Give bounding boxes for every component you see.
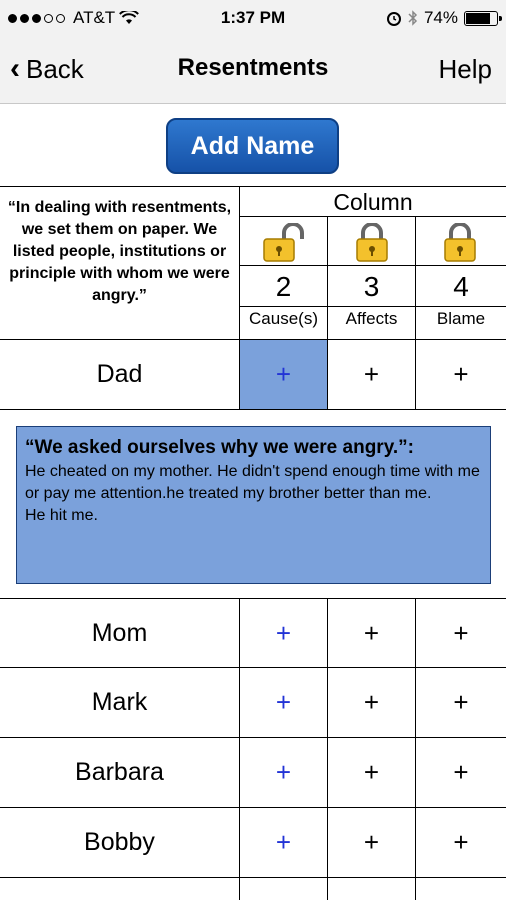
cause-plus-button[interactable]: + bbox=[240, 340, 328, 409]
unlocked-padlock-icon bbox=[262, 223, 306, 263]
table-row bbox=[0, 738, 506, 808]
table-row bbox=[0, 668, 506, 738]
column-4-header[interactable] bbox=[416, 217, 506, 340]
bluetooth-icon bbox=[408, 10, 418, 26]
cause-plus-button[interactable]: + bbox=[240, 738, 328, 807]
column-number: 3 bbox=[328, 265, 415, 307]
affects-plus-button[interactable]: + bbox=[328, 668, 416, 737]
cause-plus-button[interactable]: + bbox=[240, 668, 328, 737]
answer-line: He cheated on my mother. He didn't spend enough time with me or pay me attention.he treated my brother better than me. bbox=[25, 463, 480, 502]
clock: 1:37 PM bbox=[220, 8, 286, 27]
cause-plus-button[interactable]: + bbox=[240, 599, 328, 667]
column-number: 2 bbox=[240, 265, 327, 307]
blame-plus-button[interactable]: + bbox=[453, 827, 469, 857]
column-label: Cause(s) bbox=[249, 309, 318, 328]
blame-plus-button[interactable]: + bbox=[453, 757, 469, 787]
carrier-name: AT&T bbox=[73, 8, 116, 27]
blame-plus-button[interactable]: + bbox=[453, 359, 469, 389]
navigation-bar bbox=[0, 38, 506, 104]
row-name[interactable]: Mark bbox=[0, 668, 240, 737]
alarm-icon bbox=[386, 10, 402, 26]
column-header-grid bbox=[0, 186, 506, 340]
answer-line: He hit me. bbox=[25, 507, 98, 524]
status-right bbox=[386, 8, 498, 28]
column-label: Blame bbox=[436, 309, 486, 328]
locked-padlock-icon bbox=[350, 223, 394, 263]
row-name[interactable]: Dad bbox=[0, 340, 240, 409]
instruction-quote: “In dealing with resentments, we set them on paper. We listed people, institutions or principle with whom we were angry.” bbox=[0, 187, 240, 340]
help-button[interactable]: Help bbox=[438, 54, 492, 84]
column-number: 4 bbox=[416, 265, 506, 307]
column-header-label: Column bbox=[240, 187, 506, 217]
blame-plus-button[interactable]: + bbox=[453, 687, 469, 717]
column-3-header[interactable] bbox=[328, 217, 416, 340]
column-label: Affects bbox=[345, 309, 398, 328]
cause-answer-box[interactable] bbox=[16, 426, 491, 584]
row-name-partial bbox=[0, 878, 240, 900]
affects-plus-button[interactable]: + bbox=[328, 808, 416, 877]
table-row bbox=[0, 808, 506, 878]
affects-plus-button[interactable]: + bbox=[328, 599, 416, 667]
cell-partial bbox=[328, 878, 416, 900]
answer-question: “We asked ourselves why we were angry.”: bbox=[25, 437, 414, 458]
back-label: Back bbox=[26, 53, 84, 84]
chevron-left-icon: ‹ bbox=[10, 52, 20, 85]
blame-plus-button[interactable]: + bbox=[453, 617, 469, 648]
page-title: Resentments bbox=[177, 54, 329, 81]
cell-partial bbox=[240, 878, 328, 900]
row-name[interactable]: Bobby bbox=[0, 808, 240, 877]
column-2-header[interactable] bbox=[240, 217, 328, 340]
row-name[interactable]: Barbara bbox=[0, 738, 240, 807]
battery-icon bbox=[464, 11, 498, 26]
affects-plus-button[interactable]: + bbox=[328, 340, 416, 409]
table-row bbox=[0, 598, 506, 668]
table-row bbox=[0, 340, 506, 410]
table-row-partial bbox=[0, 878, 506, 900]
row-name[interactable]: Mom bbox=[0, 599, 240, 667]
locked-padlock-icon bbox=[438, 223, 482, 263]
add-name-button[interactable]: Add Name bbox=[166, 118, 339, 174]
battery-percent: 74% bbox=[423, 8, 458, 27]
affects-plus-button[interactable]: + bbox=[328, 738, 416, 807]
cause-plus-button[interactable]: + bbox=[240, 808, 328, 877]
status-bar bbox=[0, 0, 506, 38]
